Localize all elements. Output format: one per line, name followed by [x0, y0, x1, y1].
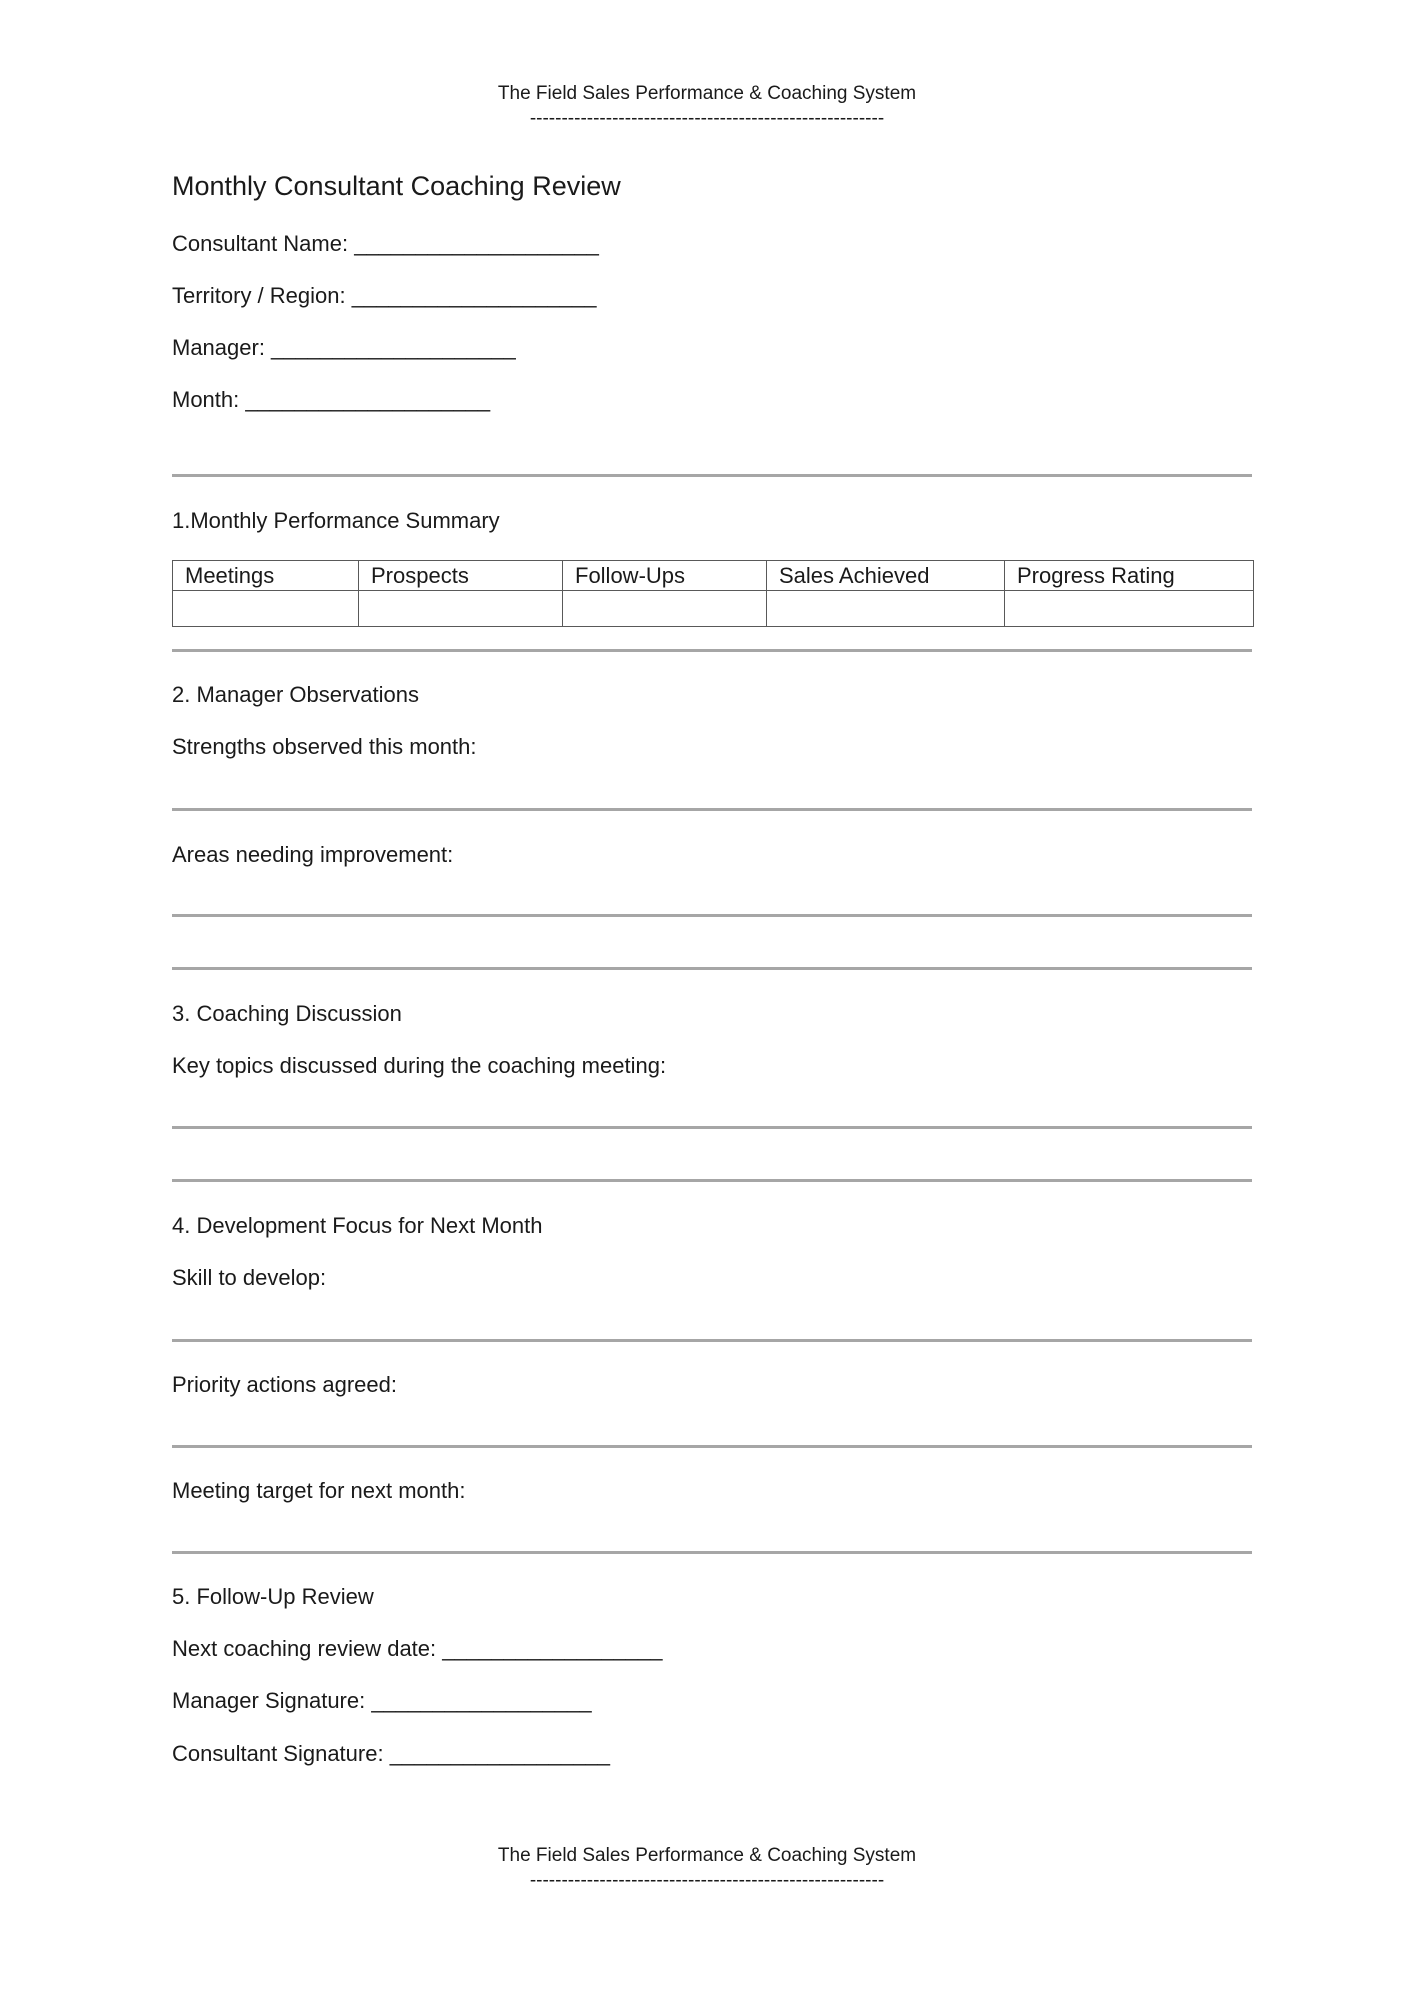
header-title: The Field Sales Performance & Coaching System [497, 83, 917, 104]
section-divider [172, 649, 1252, 652]
skill-answer-line[interactable] [172, 1339, 1252, 1342]
section-divider [172, 474, 1252, 477]
column-header-follow-ups: Follow-Ups [563, 561, 767, 591]
column-header-sales-achieved: Sales Achieved [767, 561, 1005, 591]
section-divider [172, 1179, 1252, 1182]
header-divider: -------------------------------------------------------- [529, 108, 885, 129]
document-title: Monthly Consultant Coaching Review [172, 171, 621, 201]
follow-ups-cell[interactable] [563, 591, 767, 627]
sales-achieved-cell[interactable] [767, 591, 1005, 627]
strengths-label: Strengths observed this month: [172, 734, 477, 759]
section-divider [172, 967, 1252, 970]
topics-answer-line[interactable] [172, 1126, 1252, 1129]
footer-divider: -------------------------------------------------------- [529, 1870, 885, 1891]
column-header-prospects: Prospects [359, 561, 563, 591]
performance-summary-table [172, 560, 1254, 627]
actions-answer-line[interactable] [172, 1445, 1252, 1448]
section-4-title: 4. Development Focus for Next Month [172, 1213, 543, 1238]
section-3-title: 3. Coaching Discussion [172, 1001, 402, 1026]
consultant-name-field[interactable]: Consultant Name: ____________________ [172, 231, 599, 256]
section-1-title: 1.Monthly Performance Summary [172, 508, 500, 533]
prospects-cell[interactable] [359, 591, 563, 627]
target-answer-line[interactable] [172, 1551, 1252, 1554]
table-header-row [173, 561, 1254, 591]
section-5-title: 5. Follow-Up Review [172, 1584, 374, 1609]
actions-label: Priority actions agreed: [172, 1372, 397, 1397]
next-review-date-field[interactable]: Next coaching review date: __________________ [172, 1636, 663, 1661]
improvement-label: Areas needing improvement: [172, 842, 454, 867]
section-2-title: 2. Manager Observations [172, 682, 420, 707]
consultant-signature-field[interactable]: Consultant Signature: __________________ [172, 1741, 610, 1766]
strengths-answer-line[interactable] [172, 808, 1252, 811]
manager-field[interactable]: Manager: ____________________ [172, 335, 516, 360]
target-label: Meeting target for next month: [172, 1478, 466, 1503]
column-header-meetings: Meetings [173, 561, 359, 591]
skill-label: Skill to develop: [172, 1265, 327, 1290]
month-field[interactable]: Month: ____________________ [172, 387, 491, 412]
manager-signature-field[interactable]: Manager Signature: __________________ [172, 1688, 592, 1713]
improvement-answer-line[interactable] [172, 914, 1252, 917]
column-header-progress-rating: Progress Rating [1005, 561, 1254, 591]
table-row [173, 591, 1254, 627]
progress-rating-cell[interactable] [1005, 591, 1254, 627]
footer-title: The Field Sales Performance & Coaching System [497, 1845, 917, 1866]
territory-field[interactable]: Territory / Region: ____________________ [172, 283, 597, 308]
meetings-cell[interactable] [173, 591, 359, 627]
topics-label: Key topics discussed during the coaching meeting: [172, 1053, 667, 1078]
